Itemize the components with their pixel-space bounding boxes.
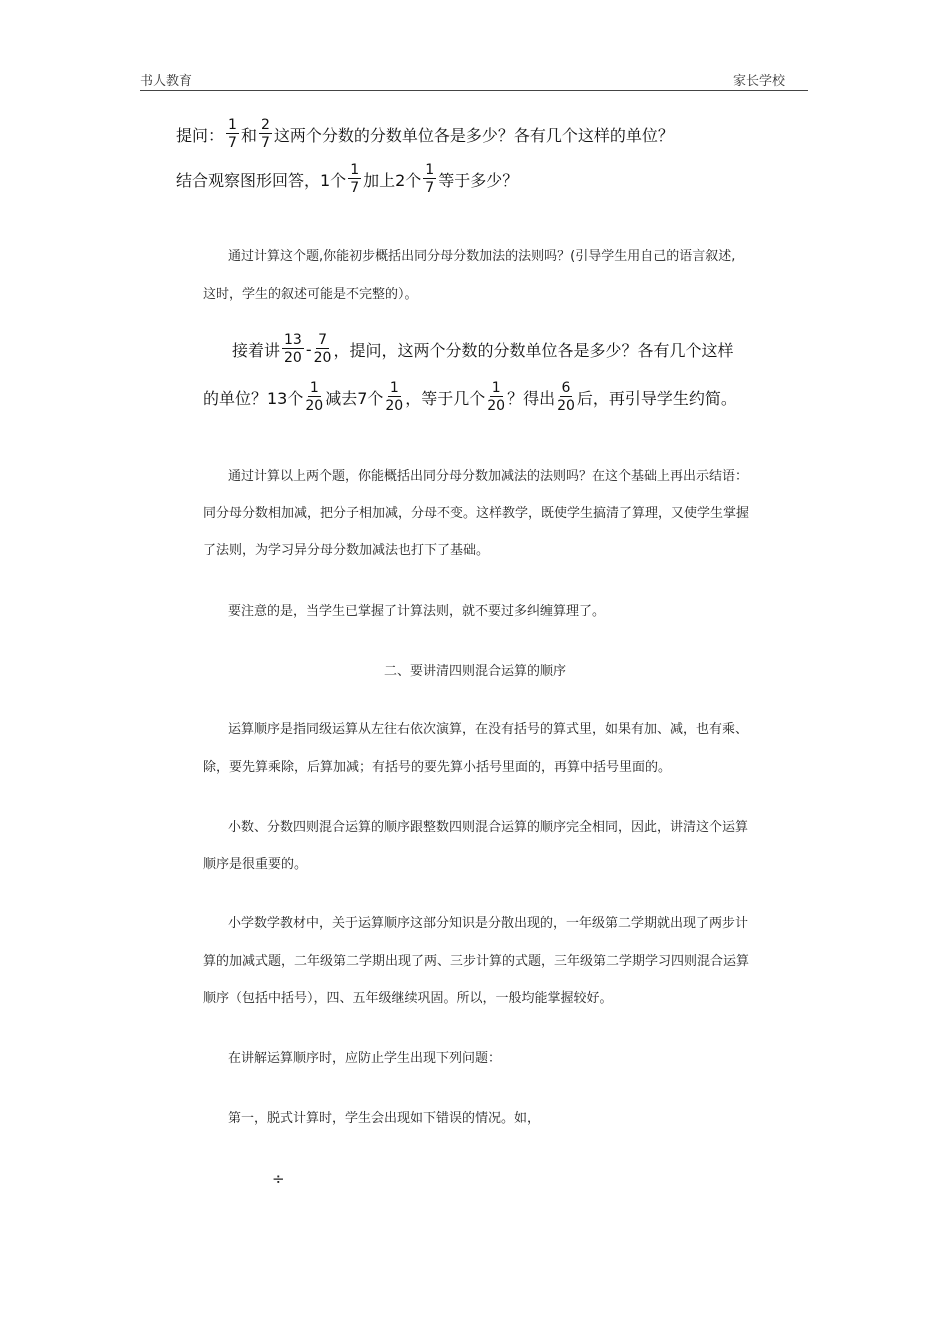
fraction — [282, 333, 304, 365]
paragraph-8: 第一，脱式计算时，学生会出现如下错误的情况。如， — [228, 1111, 541, 1126]
fraction — [385, 381, 403, 413]
section-title: 二、要讲清四则混合运算的顺序 — [383, 664, 566, 679]
fraction-denominator: 7 — [350, 180, 360, 196]
fraction-denominator: 7 — [425, 180, 435, 196]
question-1-text: 加上2个 — [363, 170, 422, 190]
conjunction: 和 — [240, 125, 257, 145]
paragraph-4-line-1: 运算顺序是指同级运算从左往右依次演算，在没有括号的算式里，如果有加、减，也有乘、 — [228, 722, 749, 737]
fraction-numerator: 1 — [425, 162, 435, 178]
question-1-text: 等于多少？ — [438, 170, 519, 190]
fraction-denominator: 20 — [313, 350, 332, 366]
fraction-numerator: 1 — [389, 380, 399, 396]
paragraph-5-line-2: 顺序是很重要的。 — [203, 857, 308, 872]
paragraph-6-line-3: 顺序（包括中括号），四、五年级继续巩固。所以，一般均能掌握较好。 — [203, 991, 613, 1006]
paragraph-2-line-3: 了法则，为学习异分母分数加减法也打下了基础。 — [203, 543, 490, 558]
question-2-text: 的单位？13个 — [203, 388, 304, 408]
fraction — [487, 381, 505, 413]
paragraph-6-line-1: 小学数学教材中，关于运算顺序这部分知识是分散出现的，一年级第二学期就出现了两步计 — [228, 916, 749, 931]
fraction-denominator: 7 — [228, 135, 237, 151]
question-2-text: 后，再引导学生约简。 — [576, 388, 737, 408]
question-2-text: 接着讲 — [232, 340, 281, 360]
fraction — [226, 118, 239, 150]
fraction-denominator: 20 — [305, 398, 324, 414]
paragraph-5-line-1: 小数、分数四则混合运算的顺序跟整数四则混合运算的顺序完全相同，因此，讲清这个运算 — [228, 820, 749, 835]
fraction-numerator: 6 — [561, 380, 571, 396]
paragraph-1-line-2: 这时，学生的叙述可能是不完整的）。 — [203, 287, 418, 302]
fraction — [305, 381, 323, 413]
question-2-text: ，提问，这两个分数的分数单位各是多少？各有几个这样 — [333, 340, 734, 360]
question-1-text: 这两个分数的分数单位各是多少？各有几个这样的单位？ — [273, 125, 674, 145]
fraction — [348, 163, 361, 195]
question-2-text: ，等于几个 — [405, 388, 486, 408]
fraction-numerator: 7 — [318, 332, 327, 348]
fraction-numerator: 1 — [309, 380, 319, 396]
question-2-text: ？得出 — [507, 388, 556, 408]
paragraph-4-line-2: 除，要先算乘除，后算加减；有括号的要先算小括号里面的，再算中括号里面的。 — [203, 760, 672, 775]
fraction-denominator: 20 — [487, 398, 506, 414]
fraction — [314, 333, 332, 365]
fraction-denominator: 20 — [557, 398, 575, 414]
fraction-denominator: 7 — [260, 135, 270, 151]
fraction-numerator: 1 — [228, 117, 237, 133]
header-right: 家长学校 — [733, 74, 786, 89]
question-1-line-1 — [176, 118, 674, 150]
question-2-line-2 — [203, 381, 737, 413]
question-1-line-2 — [176, 163, 518, 195]
paragraph-2-line-2: 同分母分数相加减，把分子相加减，分母不变。这样教学，既使学生搞清了算理，又使学生掌握 — [203, 506, 750, 521]
question-1-prefix: 提问： — [176, 125, 225, 145]
fraction-numerator: 1 — [491, 380, 501, 396]
question-2-line-1 — [232, 333, 733, 365]
paragraph-3: 要注意的是，当学生已掌握了计算法则，就不要过多纠缠算理了。 — [228, 604, 606, 619]
fraction-denominator: 20 — [284, 350, 302, 366]
question-1-text: 结合观察图形回答，1个 — [176, 170, 347, 190]
paragraph-2-line-1: 通过计算以上两个题，你能概括出同分母分数加减法的法则吗？在这个基础上再出示结语： — [228, 469, 749, 484]
fraction-numerator: 1 — [350, 162, 360, 178]
header-rule — [140, 90, 808, 91]
paragraph-7: 在讲解运算顺序时，应防止学生出现下列问题： — [228, 1051, 502, 1066]
division-sign: ÷ — [272, 1170, 285, 1188]
fraction — [557, 381, 575, 413]
fraction-numerator: 2 — [260, 117, 270, 133]
paragraph-6-line-2: 算的加减式题，二年级第二学期出现了两、三步计算的式题，三年级第二学期学习四则混合运算 — [203, 954, 750, 969]
fraction-denominator: 20 — [385, 398, 404, 414]
fraction — [423, 163, 436, 195]
fraction-numerator: 13 — [284, 332, 302, 348]
minus-sign: - — [305, 339, 312, 359]
fraction — [259, 118, 272, 150]
header-left: 书人教育 — [140, 74, 193, 89]
paragraph-1-line-1: 通过计算这个题,你能初步概括出同分母分数加法的法则吗？(引导学生用自己的语言叙述, — [228, 249, 736, 264]
question-2-text: 减去7个 — [325, 388, 384, 408]
